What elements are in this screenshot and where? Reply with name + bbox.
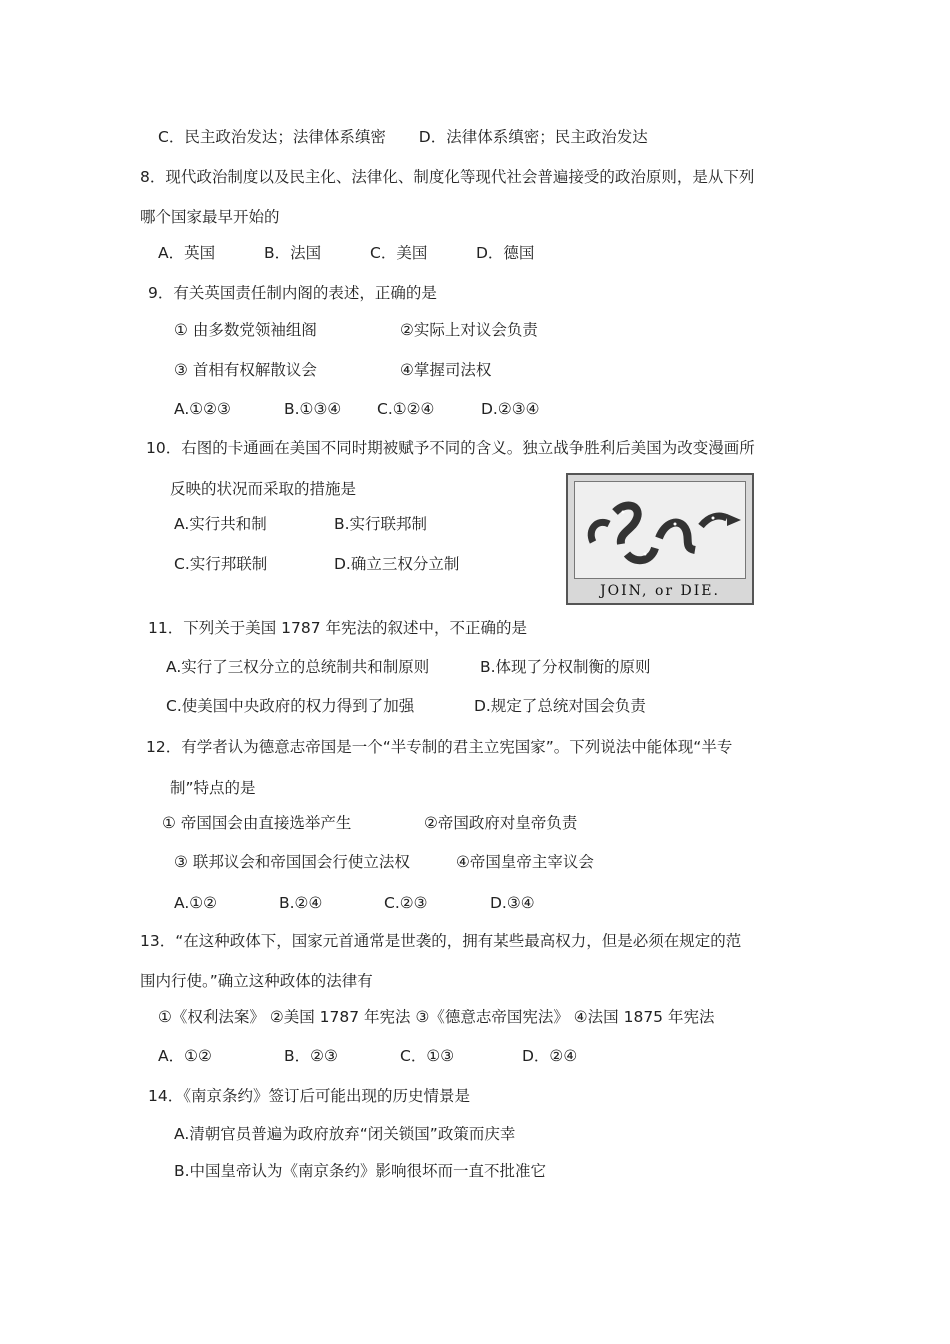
q13-option-d: D．②④ bbox=[522, 1047, 578, 1065]
q13-option-b: B．②③ bbox=[284, 1047, 338, 1065]
q12-statements-row2 bbox=[174, 852, 594, 872]
q10-options-row2 bbox=[174, 554, 459, 574]
q10-option-b: B.实行联邦制 bbox=[334, 515, 428, 533]
q8-option-b: B．法国 bbox=[264, 244, 322, 262]
q9-statement-4: ④掌握司法权 bbox=[400, 361, 492, 379]
snake-segment-2 bbox=[615, 505, 638, 544]
q9-statements-row1 bbox=[174, 320, 538, 340]
q14-option-b: B.中国皇帝认为《南京条约》影响很坏而一直不批准它 bbox=[174, 1162, 547, 1180]
q11-option-b: B.体现了分权制衡的原则 bbox=[480, 658, 651, 676]
q9-statements-row2 bbox=[174, 360, 491, 380]
q11-stem: 11．下列关于美国 1787 年宪法的叙述中，不正确的是 bbox=[148, 619, 528, 637]
q12-statement-1: ① 帝国国会由直接选举产生 bbox=[162, 814, 352, 832]
snake-spot bbox=[644, 553, 647, 556]
q12-stem-line1: 12．有学者认为德意志帝国是一个“半专制的君主立宪国家”。下列说法中能体现“半专 bbox=[146, 738, 733, 756]
q12-option-a: A.①② bbox=[174, 894, 218, 912]
q7-option-d: D．法律体系缜密；民主政治发达 bbox=[418, 128, 648, 146]
cartoon-caption: JOIN, or DIE. bbox=[600, 583, 720, 599]
snake-segment-tail bbox=[591, 522, 609, 542]
q10-stem-line1: 10．右图的卡通画在美国不同时期被赋予不同的含义。独立战争胜利后美国为改变漫画所 bbox=[146, 439, 755, 457]
q9-option-b: B.①③④ bbox=[284, 400, 342, 418]
q12-option-b: B.②④ bbox=[279, 894, 323, 912]
q8-stem-line1: 8．现代政治制度以及民主化、法律化、制度化等现代社会普遍接受的政治原则，是从下列 bbox=[140, 168, 755, 186]
q12-statement-3: ③ 联邦议会和帝国国会行使立法权 bbox=[174, 853, 410, 871]
snake-head bbox=[727, 514, 741, 526]
q13-stem-line1: 13．“在这种政体下，国家元首通常是世袭的，拥有某些最高权力，但是必须在规定的范 bbox=[140, 932, 742, 950]
q8-option-a: A．英国 bbox=[158, 244, 216, 262]
snake-drawing bbox=[575, 482, 749, 577]
q9-statement-1: ① 由多数党领袖组阁 bbox=[174, 321, 317, 339]
q11-option-d: D.规定了总统对国会负责 bbox=[474, 697, 646, 715]
q11-options-row2 bbox=[166, 696, 646, 716]
q13-stem-line2: 围内行使。”确立这种政体的法律有 bbox=[140, 972, 373, 990]
q14-option-a: A.清朝官员普遍为政府放弃“闭关锁国”政策而庆幸 bbox=[174, 1125, 516, 1143]
q11-option-a: A.实行了三权分立的总统制共和制原则 bbox=[166, 658, 430, 676]
q13-options-line bbox=[158, 1046, 577, 1066]
q9-option-c: C.①②④ bbox=[377, 400, 435, 418]
q12-option-d: D.③④ bbox=[490, 894, 535, 912]
q13-option-a: A．①② bbox=[158, 1047, 212, 1065]
q12-statement-4: ④帝国皇帝主宰议会 bbox=[456, 853, 594, 871]
snake-spot bbox=[712, 517, 715, 520]
q9-stem: 9．有关英国责任制内阁的表述，正确的是 bbox=[148, 284, 437, 302]
q12-statements-row1 bbox=[162, 813, 577, 833]
q10-options-row1 bbox=[174, 514, 427, 534]
cartoon-panel bbox=[574, 481, 746, 579]
snake-segment-4 bbox=[659, 523, 695, 550]
q12-statement-2: ②帝国政府对皇帝负责 bbox=[424, 814, 578, 832]
q9-option-d: D.②③④ bbox=[481, 400, 540, 418]
q13-statements: ①《权利法案》 ②美国 1787 年宪法 ③《德意志帝国宪法》 ④法国 1875 年宪法 bbox=[158, 1008, 715, 1026]
snake-spot bbox=[674, 523, 677, 526]
q7-options-line bbox=[158, 127, 648, 147]
q8-option-c: C．美国 bbox=[370, 244, 428, 262]
q9-statement-3: ③ 首相有权解散议会 bbox=[174, 361, 317, 379]
q9-option-a: A.①②③ bbox=[174, 400, 231, 418]
q10-stem-line2: 反映的状况而采取的措施是 bbox=[170, 480, 357, 498]
q12-options-line bbox=[174, 893, 535, 913]
q8-stem-line2: 哪个国家最早开始的 bbox=[140, 208, 280, 226]
q11-options-row1 bbox=[166, 657, 651, 677]
q10-option-d: D.确立三权分立制 bbox=[334, 555, 460, 573]
q14-stem: 14．《南京条约》签订后可能出现的历史情景是 bbox=[148, 1087, 470, 1105]
q9-statement-2: ②实际上对议会负责 bbox=[400, 321, 538, 339]
q12-option-c: C.②③ bbox=[384, 894, 428, 912]
q11-option-c: C.使美国中央政府的权力得到了加强 bbox=[166, 697, 415, 715]
join-or-die-cartoon bbox=[566, 473, 754, 605]
q10-option-a: A.实行共和制 bbox=[174, 515, 267, 533]
snake-spot bbox=[622, 511, 625, 514]
q10-option-c: C.实行邦联制 bbox=[174, 555, 268, 573]
q8-options-line bbox=[158, 243, 534, 263]
q8-option-d: D．德国 bbox=[476, 244, 535, 262]
q9-options-line bbox=[174, 399, 540, 419]
q12-stem-line2: 制”特点的是 bbox=[170, 779, 256, 797]
q13-option-c: C．①③ bbox=[400, 1047, 455, 1065]
snake-segment-3 bbox=[627, 548, 655, 560]
q7-option-c: C．民主政治发达；法律体系缜密 bbox=[158, 128, 386, 146]
